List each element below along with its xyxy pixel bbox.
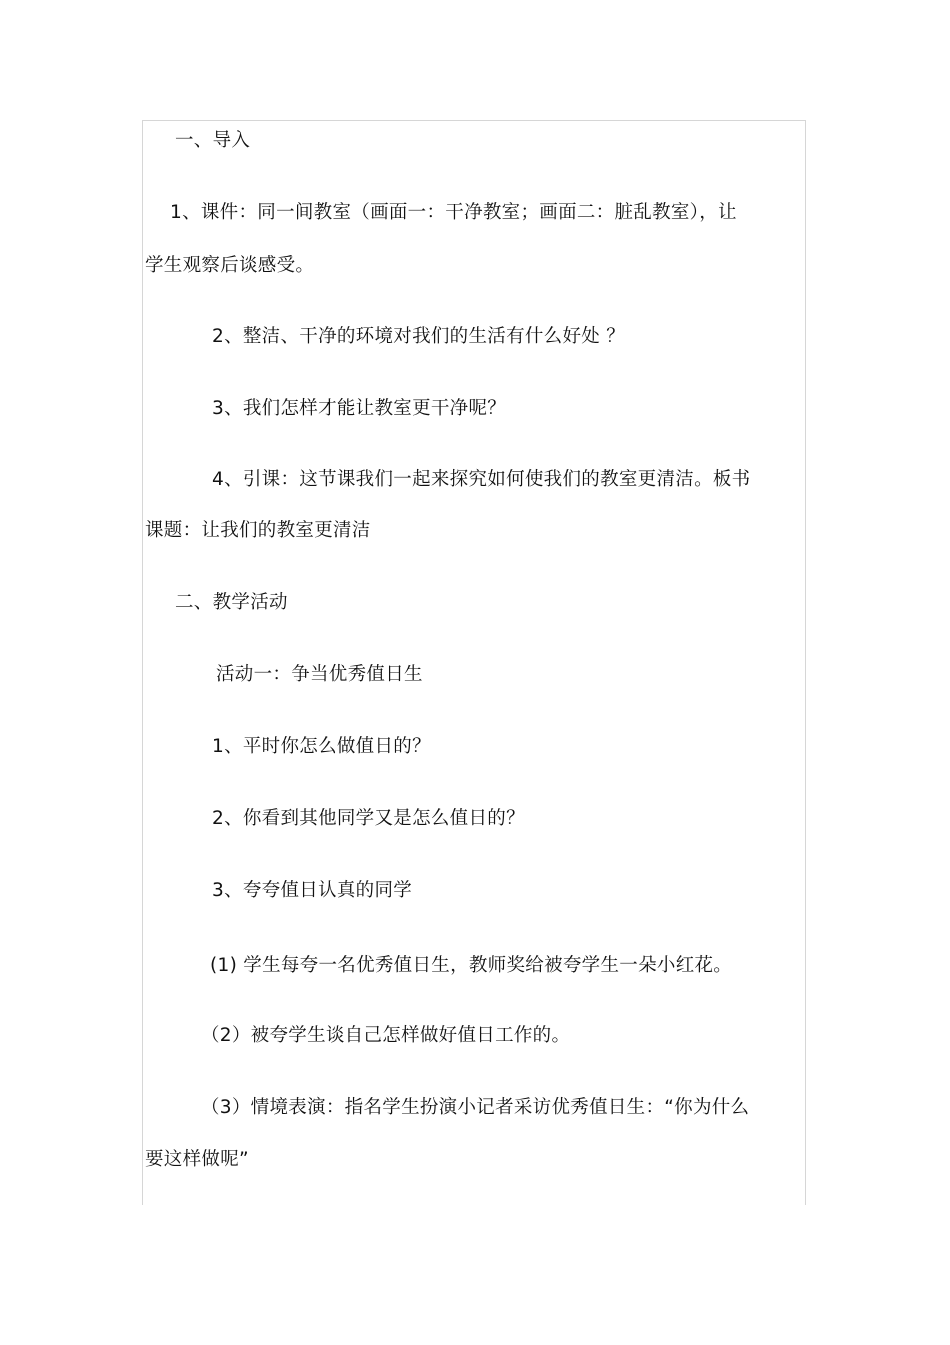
paragraph-line: 要这样做呢” (145, 1149, 249, 1170)
paragraph-line: 1、平时你怎么做值日的？ (212, 736, 431, 757)
paragraph-line: (1) 学生每夸一名优秀值日生，教师奖给被夸学生一朵小红花。 (210, 955, 733, 976)
paragraph-line: 3、我们怎样才能让教室更干净呢？ (212, 398, 507, 419)
paragraph-line: 2、你看到其他同学又是怎么值日的？ (212, 808, 525, 829)
paragraph-line: 2、整洁、干净的环境对我们的生活有什么好处 ？ (212, 326, 626, 347)
paragraph-line: 学生观察后谈感受。 (145, 255, 315, 276)
paragraph-line: 1、课件：同一间教室（画面一：干净教室；画面二：脏乱教室），让 (170, 202, 737, 223)
paragraph-line: 4、引课：这节课我们一起来探究如何使我们的教室更清洁。板书 (212, 469, 751, 490)
paragraph-line: 3、夸夸值日认真的同学 (212, 880, 413, 901)
activity-heading: 活动一：争当优秀值日生 (216, 664, 423, 685)
paragraph-line: （2）被夸学生谈自己怎样做好值日工作的。 (201, 1025, 571, 1046)
paragraph-line: 课题：让我们的教室更清洁 (145, 520, 371, 541)
section-heading-activities: 二、教学活动 (175, 592, 288, 613)
paragraph-line: （3）情境表演：指名学生扮演小记者采访优秀值日生：“你为什么 (201, 1097, 750, 1118)
section-heading-intro: 一、导入 (175, 130, 251, 151)
